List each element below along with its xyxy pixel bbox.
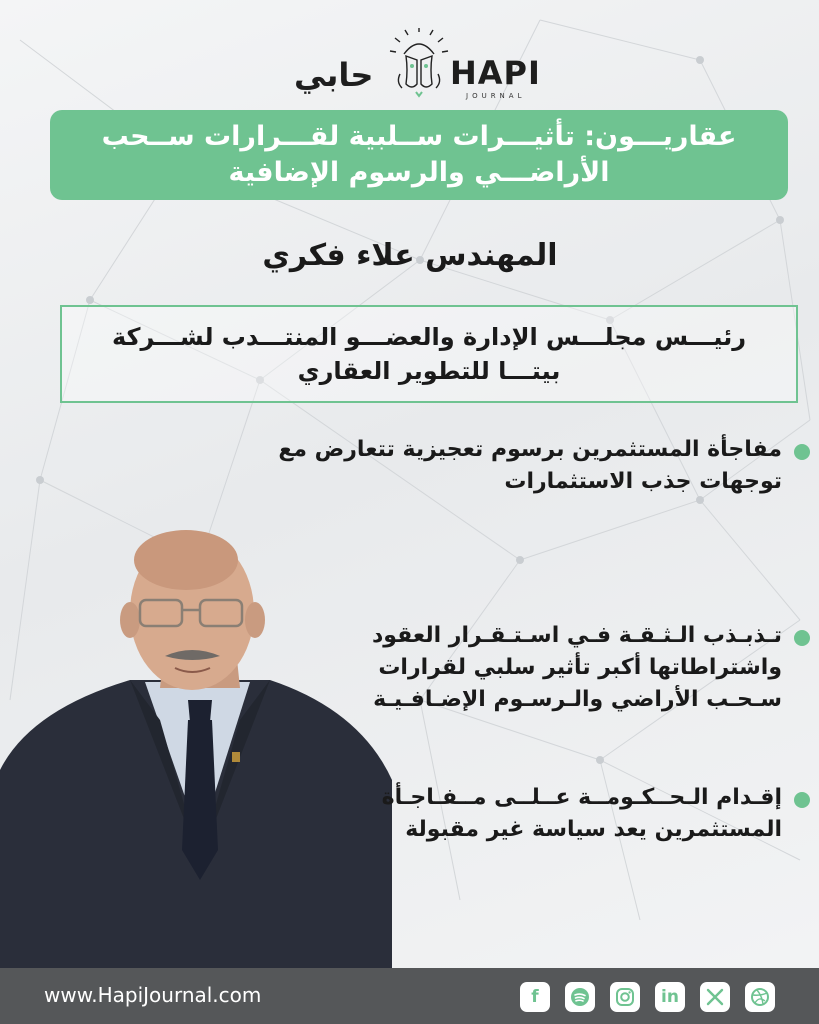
brand-subtitle: JOURNAL: [466, 92, 526, 100]
bullet-dot-icon: [794, 444, 810, 460]
headline-banner: [50, 110, 788, 200]
brand-name-ar: حابي: [294, 56, 374, 94]
bullet-dot-icon: [794, 792, 810, 808]
point-text: تـذبـذب الـثـقـة فـي اسـتـقـرار العقود واشتراطاتها أكبر تأثير سلبي لقرارات سـحـب الأراضي والـرسـوم الإضـافـيـة: [372, 623, 782, 712]
social-links: [520, 982, 775, 1012]
point-3: [350, 782, 810, 846]
dribbble-icon[interactable]: [745, 982, 775, 1012]
spotify-icon[interactable]: [565, 982, 595, 1012]
brand-logo: [290, 26, 541, 102]
hapi-emblem-icon: [386, 26, 452, 98]
bullet-dot-icon: [794, 630, 810, 646]
role-box: [60, 305, 798, 403]
website-link[interactable]: www.HapiJournal.com: [44, 983, 262, 1007]
x-icon[interactable]: [700, 982, 730, 1012]
person-role: رئيـــس مجلـــس الإدارة والعضـــو المنتـــدب لشـــركة بيتـــا للتطوير العقاري: [111, 323, 747, 385]
headline-text: عقاريـــون: تأثيـــرات ســلبية لقـــرارات ســحب الأراضـــي والرسوم الإضافية: [101, 121, 737, 188]
point-text: مفاجأة المستثمرين برسوم تعجيزية تتعارض مع توجهات جذب الاستثمارات: [278, 437, 782, 494]
footer-bar: [0, 968, 819, 1024]
point-2: [350, 620, 810, 716]
person-name: المهندس علاء فكري: [262, 238, 558, 273]
brand-name-en: HAPI: [450, 54, 541, 92]
linkedin-icon[interactable]: in: [655, 982, 685, 1012]
instagram-icon[interactable]: [610, 982, 640, 1012]
point-1: [220, 434, 810, 498]
facebook-icon[interactable]: f: [520, 982, 550, 1012]
point-text: إقـدام الـحــكـومــة عــلــى مــفـاجـأة المستثمرين يعد سياسة غير مقبولة: [381, 785, 782, 842]
person-portrait: [0, 520, 400, 968]
